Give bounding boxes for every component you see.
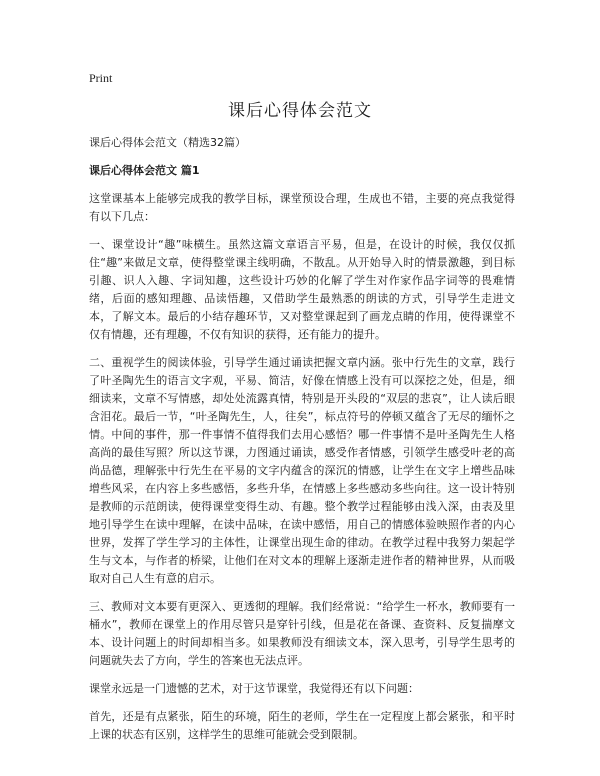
paragraph-intro: 这堂课基本上能够完成我的教学目标，课堂预设合理，生成也不错，主要的亮点我觉得有以下几点：	[89, 192, 515, 223]
paragraph-point-one: 一、课堂设计“趣”味横生。虽然这篇文章语言平易，但是，在设计的时候，我仅仅抓住“趣”来做足文章，使得整堂课主线明确，不散乱。从开始导入时的情景激趣，到目标引趣、识人入趣、字词知趣，这些设计巧妙的化解了学生对作家作品字词等的畏难情绪，后面的感知理趣、品读悟趣，又借助学生最熟悉的朗读的方式，引导学生走进文本，了解文本。最后的小结存趣环节，又对整堂课起到了画龙点睛的作用，使得课堂不仅有情趣，还有理趣，不仅有知识的获得，还有能力的提升。	[89, 238, 515, 341]
paragraph-point-two: 二、重视学生的阅读体验，引导学生通过诵读把握文章内涵。张中行先生的文章，践行了叶圣陶先生的语言文字观，平易、简洁，好像在情感上没有可以深挖之处，但是，细细读来，文章不写情感，却处处流露真情，特别是开头段的“双层的悲哀”，让人读后眼含泪花。最后一节，“叶圣陶先生，人，往矣”，标点符号的停顿又蕴含了无尽的缅怀之情。中间的事件，那一件事情不值得我们去用心感悟？哪一件事情不是叶圣陶先生人格高尚的最佳写照？所以这节课，力图通过诵读，感受作者情感，引领学生感受叶老的高尚品德，理解张中行先生在平易的文字内蕴含的深沉的情感，让学生在文字上增些品味增些风采，在内容上多些感悟，多些升华，在情感上多些感动多些向往。这一设计特别是教师的示范朗读，使得课堂变得生动、有趣。整个教学过程能够由浅入深，由表及里地引导学生在读中理解，在读中品味，在读中感悟，用自己的情感体验映照作者的内心世界，发挥了学生学习的主体性，让课堂出现生命的律动。在教学过程中我努力架起学生与文本，与作者的桥梁，让他们在对文本的理解上逐渐走进作者的精神世界，从而吸取对自己人生有意的启示。	[89, 356, 515, 585]
paragraph-reflection: 课堂永远是一门遗憾的艺术，对于这节课堂，我觉得还有以下问题：	[89, 682, 419, 695]
article-body	[89, 134, 515, 754]
paragraph-first-issue: 首先，还是有点紧张，陌生的环境，陌生的老师，学生在一定程度上都会紧张，和平时上课的状态有区别，这样学生的思维可能就会受到限制。	[89, 710, 515, 741]
article-subtitle: 课后心得体会范文（精选32篇）	[89, 136, 246, 149]
page-title: 课后心得体会范文	[228, 101, 372, 121]
paragraph-point-three: 三、教师对文本要有更深入、更透彻的理解。我们经常说：“给学生一杯水，教师要有一桶水”，教师在课堂上的作用尽管只是穿针引线，但是花在备课、查资料、反复揣摩文本、设计问题上的时间却相当多。如果教师没有细读文本，深入思考，引导学生思考的问题就失去了方向，学生的答案也无法点评。	[89, 600, 515, 667]
section-heading: 课后心得体会范文 篇1	[89, 164, 200, 177]
print-link[interactable]: Print	[89, 71, 113, 85]
